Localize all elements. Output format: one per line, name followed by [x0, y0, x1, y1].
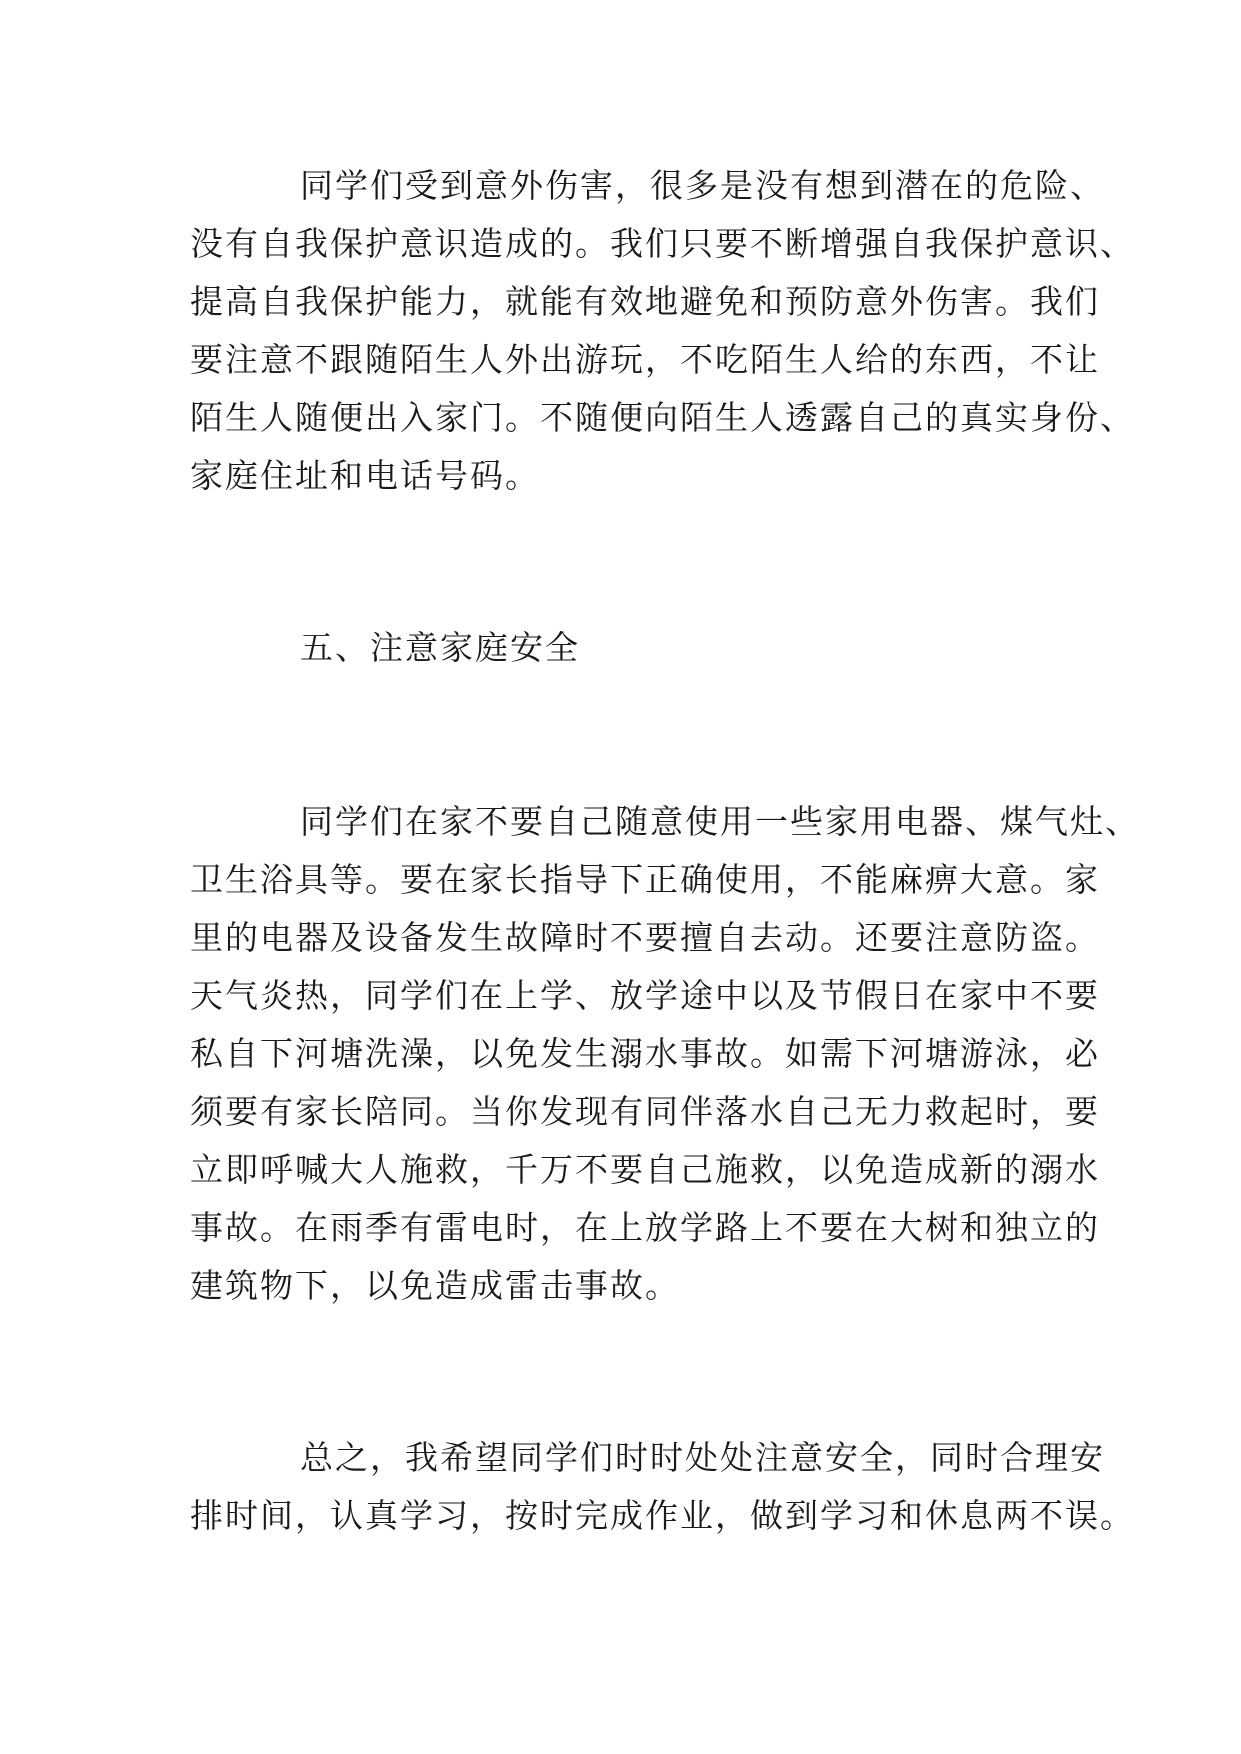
- paragraph-1-line-3: 提高自我保护能力，就能有效地避免和预防意外伤害。我们: [190, 282, 1100, 321]
- paragraph-2-line-3: 里的电器及设备发生故障时不要擅自去动。还要注意防盗。: [190, 918, 1100, 957]
- paragraph-2-line-7: 立即呼喊大人施救，千万不要自己施救，以免造成新的溺水: [190, 1150, 1100, 1189]
- paragraph-1-line-2: 没有自我保护意识造成的。我们只要不断增强自我保护意识、: [190, 224, 1135, 263]
- paragraph-1-line-5: 陌生人随便出入家门。不随便向陌生人透露自己的真实身份、: [190, 398, 1135, 437]
- paragraph-2-line-5: 私自下河塘洗澡，以免发生溺水事故。如需下河塘游泳，必: [190, 1034, 1100, 1073]
- paragraph-2-line-6: 须要有家长陪同。当你发现有同伴落水自己无力救起时，要: [190, 1092, 1100, 1131]
- paragraph-1-line-4: 要注意不跟随陌生人外出游玩，不吃陌生人给的东西，不让: [190, 340, 1100, 379]
- paragraph-2-line-4: 天气炎热，同学们在上学、放学途中以及节假日在家中不要: [190, 976, 1100, 1015]
- paragraph-3-line-1: 总之，我希望同学们时时处处注意安全，同时合理安: [300, 1438, 1105, 1477]
- paragraph-3-line-2: 排时间，认真学习，按时完成作业，做到学习和休息两不误。: [190, 1496, 1135, 1535]
- paragraph-2-line-9: 建筑物下，以免造成雷击事故。: [190, 1266, 680, 1305]
- paragraph-1-line-1: 同学们受到意外伤害，很多是没有想到潜在的危险、: [300, 166, 1105, 205]
- paragraph-1-line-6: 家庭住址和电话号码。: [190, 456, 540, 495]
- paragraph-2-line-8: 事故。在雨季有雷电时，在上放学路上不要在大树和独立的: [190, 1208, 1100, 1247]
- paragraph-2-line-2: 卫生浴具等。要在家长指导下正确使用，不能麻痹大意。家: [190, 860, 1100, 899]
- section-heading-5: 五、注意家庭安全: [300, 628, 580, 667]
- paragraph-2-line-1: 同学们在家不要自己随意使用一些家用电器、煤气灶、: [300, 802, 1140, 841]
